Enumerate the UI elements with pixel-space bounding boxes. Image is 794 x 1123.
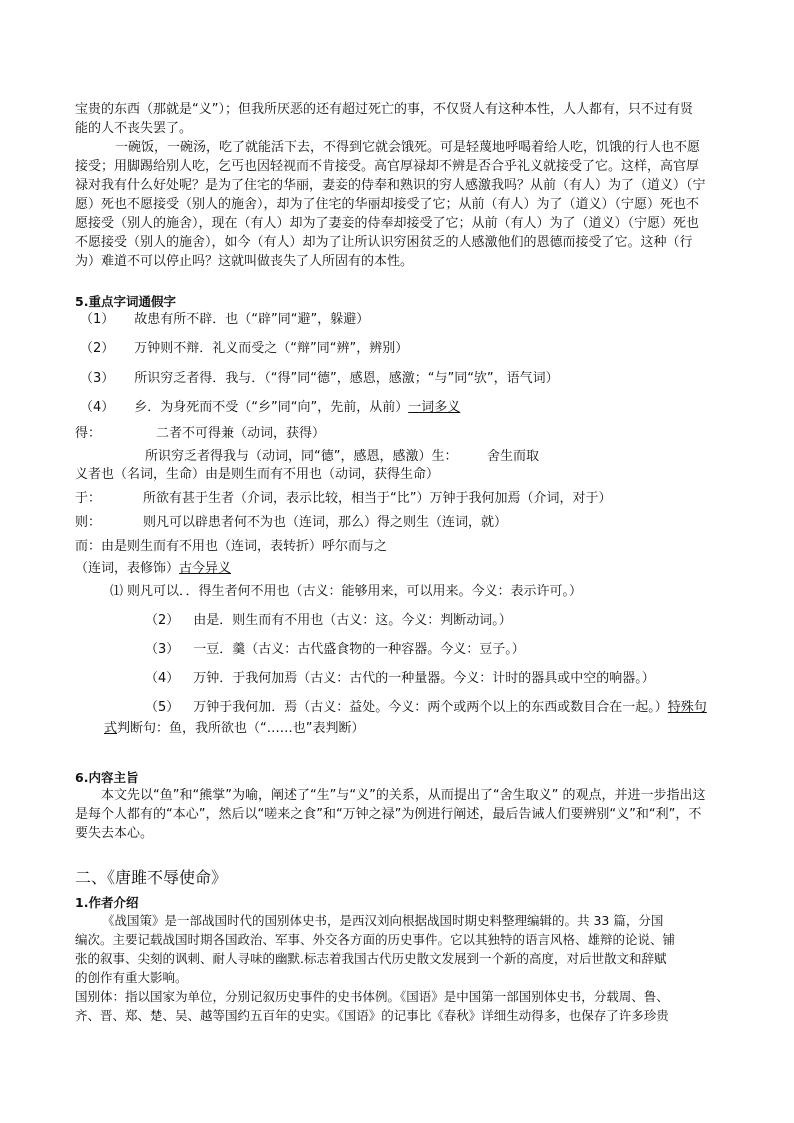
item-number: （1） [80, 312, 115, 327]
translation-line: 不愿接受（别人的施舍），如今（有人）却为了让所认识穷困贫乏的人感激他们的恩德而接受了它。这种（行 [75, 235, 693, 250]
gujin-item [145, 700, 707, 716]
translation-line: 为）难道不可以停止吗？这就叫做丧失了人所固有的本性。 [75, 254, 414, 269]
polysemy-example: 舍生而取 [487, 449, 540, 464]
translation-line: 愿）死也不愿接受（别人的施舍），却为了住宅的华丽却接受了它；从前（有人）为了（道义）（宁愿）死也不 [75, 197, 700, 212]
item-number: （4） [80, 400, 115, 415]
subsection-label: 式 [104, 721, 118, 736]
polysemy-label: 于： [75, 491, 102, 506]
translation-line: 能的人不丧失罢了。 [75, 121, 193, 136]
tongjia-item [80, 312, 369, 328]
author-intro-line: 张的叙事、尖刻的讽刺、耐人寻味的幽默.标志着我国古代历史散文发展到一个新的高度，对后世散文和辞赋 [75, 951, 667, 966]
translation-line: 愿接受（别人的施舍），现在（有人）却为了妻妾的侍奉却接受了它；从前（有人）为了（道义）（宁愿）死也 [75, 216, 700, 231]
item-text: 一豆．羹（古义：古代盛食物的一种容器。今义：豆子。） [193, 642, 525, 657]
item-text: 故患有所不辟．也（“辟”同“避”，躲避） [134, 312, 370, 327]
polysemy-example: 则凡可以辟患者何不为也（连词，那么）得之则生（连词，就） [143, 515, 508, 530]
gujin-item [145, 642, 525, 658]
author-intro-line: 编次。主要记载战国时期各国政治、军事、外交各方面的历史事件。它以其独特的语言风格、雄辩的论说、铺 [75, 932, 676, 947]
section-heading: 5.重点字词通假字 [75, 294, 176, 309]
item-number: （2） [80, 341, 115, 356]
tongjia-item [80, 341, 408, 357]
chapter-title: 二、《唐雎不辱使命》 [75, 868, 228, 887]
gujin-item [110, 584, 582, 600]
tongjia-item [80, 400, 460, 416]
gujin-item [145, 613, 512, 629]
item-number: ⑴ [110, 584, 124, 599]
translation-line: 宝贵的东西（那就是“义”）；但我所厌恶的还有超过死亡的事，不仅贤人有这种本性，人人都有，只不过有贤 [75, 102, 693, 117]
item-text: 由是．则生而有不用也（古义：这。今义：判断动词。） [193, 613, 512, 628]
polysemy-example: 义者也（名词，生命）由是则生而有不用也（动词，获得生命） [75, 467, 440, 482]
polysemy-continuation [75, 561, 231, 577]
item-number: （5） [145, 700, 180, 715]
item-number: （4） [145, 671, 180, 686]
author-intro-line: 的创作有重大影响。 [75, 970, 188, 985]
item-text: 所识穷乏者得．我与．（“得”同“德”，感恩，感激；“与”同“欤”，语气词） [134, 371, 559, 386]
tongjia-item [80, 371, 559, 387]
item-text: 万钟则不辩．礼义而受之（“辩”同“辨”，辨别） [134, 341, 409, 356]
translation-line: 禄对我有什么好处呢？是为了住宅的华丽，妻妾的侍奉和熟识的穷人感激我吗？从前（有人）为了（道义）（宁 [75, 178, 706, 193]
polysemy-label: 则： [75, 515, 102, 530]
translation-line: 一碗饭，一碗汤，吃了就能活下去，不得到它就会饿死。可是轻蔑地呼喝着给人吃，饥饿的行人也不愿 [115, 140, 701, 155]
author-intro-line: 国别体：指以国家为单位，分别记叙历史事件的史书体例。《国语》是中国第一部国别体史书，分载周、鲁、 [75, 989, 669, 1004]
item-text: 万钟．于我何加焉（古义：古代的一种量器。今义：计时的器具或中空的响器。） [193, 671, 655, 686]
section-heading: 1.作者介绍 [75, 895, 139, 910]
summary-line: 本文先以“鱼”和“熊掌”为喻，阐述了“生”与“义”的关系，从而提出了“舍生取义” 的观点，并进一步指出这 [101, 788, 706, 803]
section-heading: 6.内容主旨 [75, 770, 139, 785]
special-sentence-text: 判断句：鱼，我所欲也（“……也”表判断） [117, 721, 365, 736]
subsection-label: 古今异义 [179, 561, 232, 576]
polysemy-example: 所欲有甚于生者（介词，表示比较，相当于“比”）万钟于我何加焉（介词，对于） [143, 491, 612, 506]
item-text: 乡．为身死而不受（“乡”同“向”，先前，从前） [134, 400, 409, 415]
special-sentence [104, 721, 365, 737]
polysemy-example: （连词，表修饰） [75, 561, 180, 576]
summary-line: 要失去本心。 [75, 826, 154, 841]
subsection-label: 特殊句 [667, 700, 707, 715]
polysemy-label: 得： [75, 426, 102, 441]
item-text: 则凡可以．．得生者何不用也（古义：能够用来，可以用来。今义：表示许可。） [127, 584, 583, 599]
gujin-item [145, 671, 655, 687]
item-text: 万钟于我何加．焉（古义：益处。今义：两个或两个以上的东西或数目合在一起。） [193, 700, 668, 715]
item-number: （3） [145, 642, 180, 657]
translation-line: 接受；用脚踢给别人吃，乞丐也因轻视而不肯接受。高官厚禄却不辨是否合乎礼义就接受了它。这样，高官厚 [75, 159, 700, 174]
summary-line: 是每个人都有的“本心”，然后以“嗟来之食”和“万钟之禄”为例进行阐述，最后告诫人们要辨别“义”和“利”，不 [75, 807, 702, 822]
author-intro-line: 《战国策》是一部战国时代的国别体史书，是西汉刘向根据战国时期史料整理编辑的。共 33 篇，分国 [102, 913, 664, 928]
polysemy-example: 而：由是则生而有不用也（连词，表转折）呼尔而与之 [75, 539, 388, 554]
subsection-label: 一词多义 [408, 400, 461, 415]
item-number: （2） [145, 613, 180, 628]
item-number: （3） [80, 371, 115, 386]
polysemy-example: 所识穷乏者得我与（动词，同“德”，感恩，感激）生： [145, 449, 458, 464]
author-intro-line: 齐、晋、郑、楚、吴、越等国约五百年的史实。《国语》的记事比《春秋》详细生动得多，也保存了许多珍贵 [75, 1008, 669, 1023]
polysemy-example: 二者不可得兼（动词，获得） [156, 426, 326, 441]
